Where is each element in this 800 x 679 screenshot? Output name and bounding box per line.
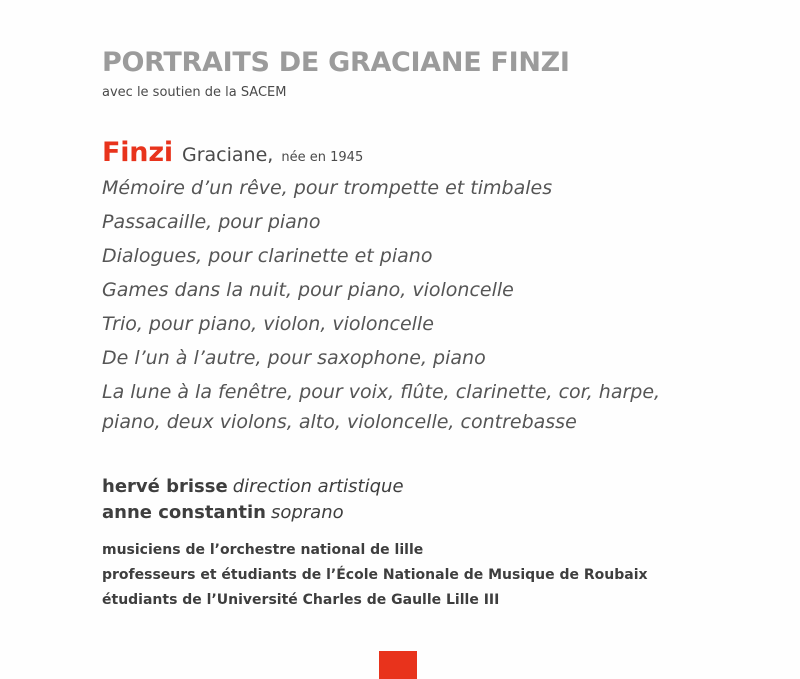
work-item: De l’un à l’autre, pour saxophone, piano [102,347,486,369]
credit-line [102,500,404,526]
series-title: PORTRAITS DE GRACIANE FINZI [102,47,570,78]
composer-heading [102,137,363,168]
work-item-line: piano, deux violons, alto, violoncelle, contrebasse [102,411,577,433]
composer-birth: née en 1945 [281,150,364,165]
work-item: Trio, pour piano, violon, violoncelle [102,313,434,335]
ensemble-line: étudiants de l’Université Charles de Gaulle Lille III [102,592,500,608]
red-square-mark [379,651,417,679]
work-item: Passacaille, pour piano [102,211,321,233]
work-item: Dialogues, pour clarinette et piano [102,245,433,267]
credit-role: soprano [270,502,344,523]
composer-last-name: Finzi [102,137,173,168]
credit-name: hervé brisse [102,476,228,497]
works-list [102,171,782,437]
ensemble-line: professeurs et étudiants de l’École Nationale de Musique de Roubaix [102,567,648,583]
composer-first-name: Graciane, [181,144,274,166]
work-item: Mémoire d’un rêve, pour trompette et timbales [102,177,553,199]
work-item-line: La lune à la fenêtre, pour voix, flûte, clarinette, cor, harpe, [102,381,661,403]
work-item-multiline [102,377,782,437]
ensemble-line: musiciens de l’orchestre national de lille [102,542,424,558]
credits [102,474,404,526]
credit-name: anne constantin [102,502,266,523]
credit-role: direction artistique [232,476,404,497]
work-item: Games dans la nuit, pour piano, violoncelle [102,279,514,301]
series-subtitle: avec le soutien de la SACEM [102,85,287,100]
ensembles [102,538,648,613]
credit-line [102,474,404,500]
